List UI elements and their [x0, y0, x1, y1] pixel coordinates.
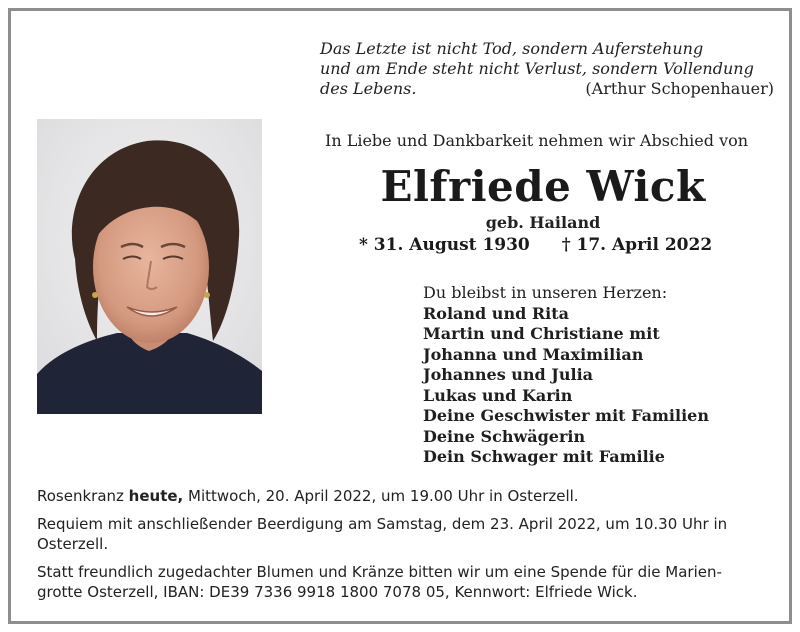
survivor-entry: Dein Schwager mit Familie	[423, 447, 665, 466]
survivor-entry: Johanna und Maximilian	[423, 344, 644, 364]
survivor-entry: Johannes und Julia	[423, 365, 594, 384]
rosary-highlight: heute,	[128, 487, 184, 505]
obituary-frame	[8, 8, 792, 624]
rosary-text: Rosenkranz	[37, 487, 129, 505]
maiden-name: geb. Hailand	[485, 213, 601, 232]
requiem-notice: Requiem mit anschließender Beerdigung am Samstag, dem 23. April 2022, um 10.30 Uhr in Osterzell.	[37, 515, 728, 553]
birth-date: * 31. August 1930	[359, 235, 530, 255]
survivors-lead: Du bleibst in unseren Herzen:	[423, 283, 668, 302]
survivor-entry: Deine Geschwister mit Familien	[423, 406, 709, 425]
deceased-name: Elfriede Wick	[380, 162, 706, 211]
rosary-text: Mittwoch, 20. April 2022, um 19.00 Uhr in Osterzell.	[183, 487, 579, 505]
farewell-intro: In Liebe und Dankbarkeit nehmen wir Abschied von	[325, 131, 749, 150]
survivor-entry: Martin und Christiane mit	[423, 324, 660, 343]
donation-notice	[37, 562, 782, 602]
survivor-entry: Lukas und Karin	[423, 385, 573, 405]
survivor-entry: Roland und Rita	[423, 303, 569, 323]
quote-line: und am Ende steht nicht Verlust, sondern Vollendung	[320, 59, 754, 78]
life-dates	[359, 235, 779, 255]
donation-line: grotte Osterzell, IBAN: DE39 7336 9918 1800 7078 05, Kennwort: Elfriede Wick.	[37, 583, 638, 601]
death-date: † 17. April 2022	[561, 235, 713, 255]
rosary-notice	[37, 486, 782, 506]
portrait-photo	[37, 119, 262, 414]
quote-last-line	[320, 79, 774, 99]
quote-author: (Arthur Schopenhauer)	[585, 79, 774, 98]
quote-line: Das Letzte ist nicht Tod, sondern Auferstehung	[320, 39, 704, 58]
portrait-illustration	[37, 119, 262, 414]
survivor-entry: Deine Schwägerin	[423, 426, 586, 446]
donation-line: Statt freundlich zugedachter Blumen und Kränze bitten wir um eine Spende für die Marien-	[37, 563, 722, 581]
survivors-list	[423, 283, 783, 468]
memorial-quote	[320, 39, 774, 99]
quote-line: des Lebens.	[320, 79, 417, 98]
